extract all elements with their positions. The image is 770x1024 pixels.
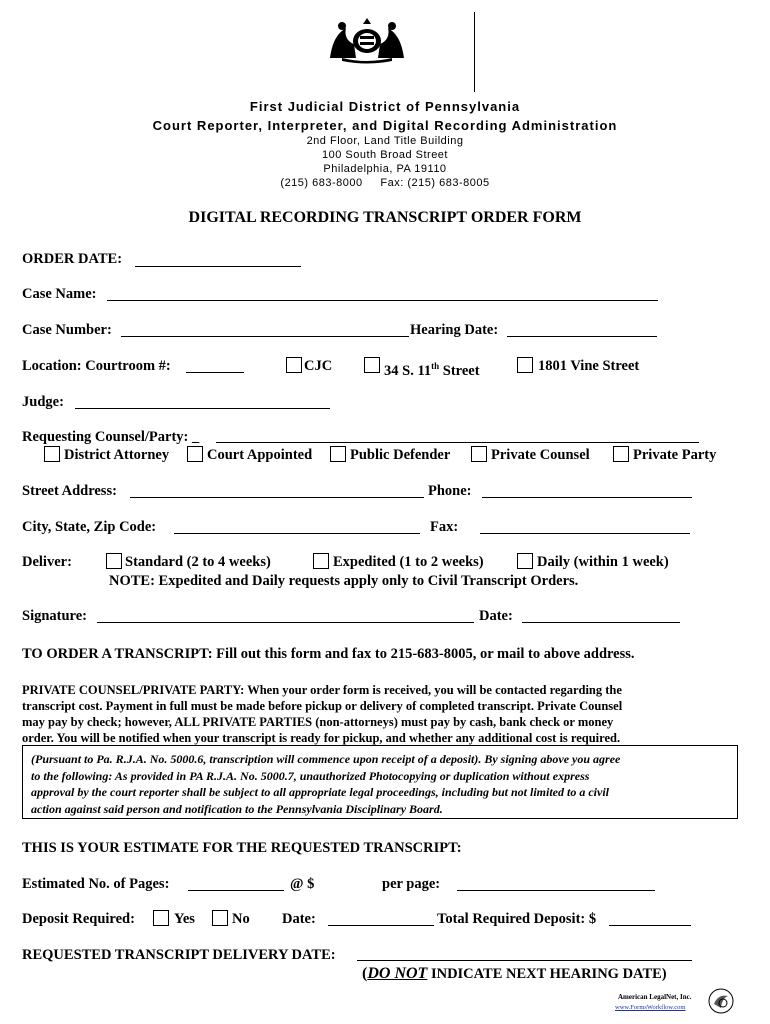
private-party-label: Private Party xyxy=(633,447,717,463)
judge-label: Judge: xyxy=(22,394,64,410)
private-para-line2: transcript cost. Payment in full must be made before pickup or delivery of completed transcript. Private Counsel xyxy=(22,699,623,713)
private-para-line4: order. You will be notified when your transcript is ready for pickup, and whether any additional cost is required. xyxy=(22,731,621,745)
district-attorney-checkbox[interactable] xyxy=(44,446,60,462)
s11th-street-label xyxy=(384,358,480,380)
delivery-date-field[interactable] xyxy=(357,960,692,961)
street-address-field[interactable] xyxy=(130,497,424,498)
public-defender-checkbox[interactable] xyxy=(330,446,346,462)
do-not-emphasis: DO NOT xyxy=(367,965,428,982)
form-title: DIGITAL RECORDING TRANSCRIPT ORDER FORM xyxy=(188,209,582,226)
daily-delivery-label: Daily (within 1 week) xyxy=(537,554,669,570)
phone-fax-line xyxy=(0,177,770,189)
judge-field[interactable] xyxy=(75,408,330,409)
per-page-field[interactable] xyxy=(457,890,655,891)
requesting-label: Requesting Counsel/Party: _ xyxy=(22,429,200,445)
street-address-label: Street Address: xyxy=(22,483,117,499)
fax-field[interactable] xyxy=(480,533,690,534)
total-deposit-label: Total Required Deposit: $ xyxy=(437,911,597,927)
s11th-street-checkbox[interactable] xyxy=(364,357,380,373)
deposit-yes-checkbox[interactable] xyxy=(153,910,169,926)
case-name-label: Case Name: xyxy=(22,286,97,302)
address-line2: 100 South Broad Street xyxy=(322,149,448,161)
do-not-indicate-note xyxy=(362,965,667,983)
s11th-suffix: Street xyxy=(439,362,480,379)
private-counsel-checkbox[interactable] xyxy=(471,446,487,462)
standard-delivery-checkbox[interactable] xyxy=(106,553,122,569)
footer-brand: American LegalNet, Inc. xyxy=(618,993,692,1001)
private-para-line1: PRIVATE COUNSEL/PRIVATE PARTY: When your order form is received, you will be contacted regarding the xyxy=(22,683,622,697)
signature-date-field[interactable] xyxy=(522,622,680,623)
signature-field[interactable] xyxy=(97,622,474,623)
deposit-date-field[interactable] xyxy=(328,925,434,926)
org-line2: Court Reporter, Interpreter, and Digital Recording Administration xyxy=(152,118,618,133)
estimated-pages-label: Estimated No. of Pages: xyxy=(22,876,170,892)
expedited-delivery-checkbox[interactable] xyxy=(313,553,329,569)
footer-url[interactable]: www.FormsWorkflow.com xyxy=(615,1004,686,1011)
court-appointed-checkbox[interactable] xyxy=(187,446,203,462)
notice-line2: to the following: As provided in PA R.J.A. No. 5000.7, unauthorized Photocopying or duplication without express xyxy=(31,768,590,783)
header-fax: Fax: (215) 683-8005 xyxy=(380,177,490,189)
notice-line1: (Pursuant to Pa. R.J.A. No. 5000.6, transcription will commence upon receipt of a deposit). By signing above you agree xyxy=(31,752,621,766)
cjc-label: CJC xyxy=(304,358,333,374)
do-not-rest: INDICATE NEXT HEARING DATE) xyxy=(427,966,667,982)
requesting-field[interactable] xyxy=(216,442,699,443)
city-state-zip-field[interactable] xyxy=(174,533,420,534)
address-line3: Philadelphia, PA 19110 xyxy=(323,163,447,175)
notice-line3: approval by the court reporter shall be subject to all appropriate legal proceedings, including but not limited to a civil xyxy=(31,785,609,799)
pennsylvania-seal-icon xyxy=(322,14,412,64)
order-date-field[interactable] xyxy=(135,266,301,267)
standard-delivery-label: Standard (2 to 4 weeks) xyxy=(125,554,271,570)
private-party-checkbox[interactable] xyxy=(613,446,629,462)
notice-line4: action against said person and notification to the Pennsylvania Disciplinary Board. xyxy=(31,801,443,816)
deposit-yes-label: Yes xyxy=(174,911,195,927)
legalnet-logo-icon xyxy=(708,988,734,1014)
deposit-no-checkbox[interactable] xyxy=(212,910,228,926)
case-number-label: Case Number: xyxy=(22,322,112,338)
deposit-required-label: Deposit Required: xyxy=(22,911,135,927)
address-line1: 2nd Floor, Land Title Building xyxy=(306,135,464,147)
deposit-notice-box xyxy=(22,745,738,819)
s11th-prefix: 34 S. 11 xyxy=(384,362,432,379)
price-at-label: @ $ xyxy=(290,876,315,892)
header-divider xyxy=(474,12,475,92)
deposit-no-label: No xyxy=(232,911,250,927)
org-line1: First Judicial District of Pennsylvania xyxy=(249,99,521,114)
district-attorney-label: District Attorney xyxy=(64,447,170,463)
phone-field[interactable] xyxy=(482,497,692,498)
delivery-note: NOTE: Expedited and Daily requests apply only to Civil Transcript Orders. xyxy=(109,573,579,589)
vine-street-label: 1801 Vine Street xyxy=(538,358,640,374)
to-order-instructions: TO ORDER A TRANSCRIPT: Fill out this form and fax to 215-683-8005, or mail to above address. xyxy=(22,646,635,662)
case-number-field[interactable] xyxy=(121,336,409,337)
order-date-label: ORDER DATE: xyxy=(22,251,123,267)
delivery-date-label: REQUESTED TRANSCRIPT DELIVERY DATE: xyxy=(22,947,336,963)
public-defender-label: Public Defender xyxy=(350,447,451,463)
estimated-pages-field[interactable] xyxy=(188,890,284,891)
hearing-date-label: Hearing Date: xyxy=(410,322,499,338)
private-para-line3: may pay by check; however, ALL PRIVATE PARTIES (non-attorneys) must pay by cash, bank check or money xyxy=(22,715,614,729)
s11th-sup: th xyxy=(431,361,440,371)
deposit-date-label: Date: xyxy=(282,911,316,927)
courtroom-field[interactable] xyxy=(186,372,244,373)
deliver-label: Deliver: xyxy=(22,554,72,570)
total-deposit-field[interactable] xyxy=(609,925,691,926)
location-label: Location: Courtroom #: xyxy=(22,358,171,374)
signature-label: Signature: xyxy=(22,608,87,624)
signature-date-label: Date: xyxy=(479,608,513,624)
header-phone: (215) 683-8000 xyxy=(280,177,363,189)
fax-label: Fax: xyxy=(430,519,459,535)
hearing-date-field[interactable] xyxy=(507,336,657,337)
case-name-field[interactable] xyxy=(107,300,658,301)
estimate-heading: THIS IS YOUR ESTIMATE FOR THE REQUESTED TRANSCRIPT: xyxy=(22,840,462,856)
private-counsel-paragraph xyxy=(22,682,622,746)
per-page-label: per page: xyxy=(382,876,441,892)
expedited-delivery-label: Expedited (1 to 2 weeks) xyxy=(333,554,484,570)
vine-street-checkbox[interactable] xyxy=(517,357,533,373)
court-appointed-label: Court Appointed xyxy=(207,447,313,463)
city-state-zip-label: City, State, Zip Code: xyxy=(22,519,157,535)
daily-delivery-checkbox[interactable] xyxy=(517,553,533,569)
private-counsel-label: Private Counsel xyxy=(491,447,590,463)
cjc-checkbox[interactable] xyxy=(286,357,302,373)
do-not-paren: ( xyxy=(362,965,368,982)
phone-label: Phone: xyxy=(428,483,472,499)
